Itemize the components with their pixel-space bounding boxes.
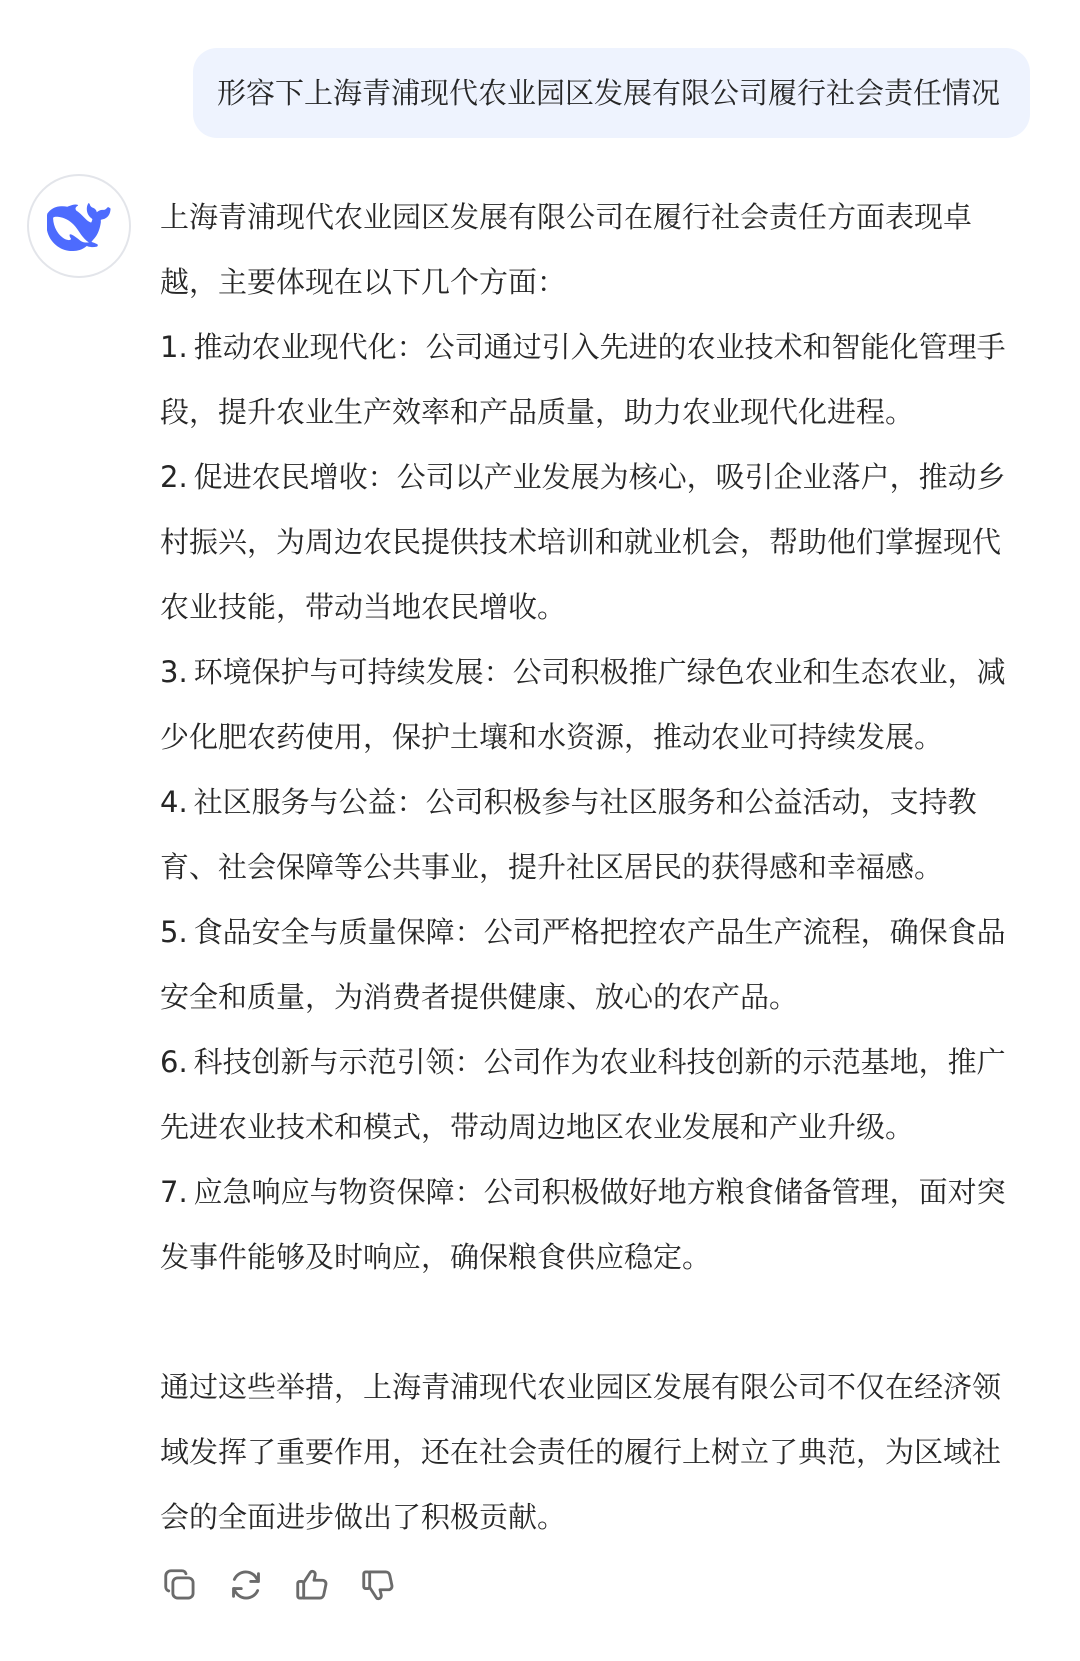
whale-logo-icon bbox=[47, 201, 111, 251]
list-item bbox=[160, 900, 1010, 1030]
list-item-number: 2. bbox=[160, 460, 188, 494]
copy-button[interactable] bbox=[160, 1565, 200, 1605]
message-actions bbox=[160, 1565, 398, 1605]
list-item-text: 推动农业现代化：公司通过引入先进的农业技术和智能化管理手段，提升农业生产效率和产品质量，助力农业现代化进程。 bbox=[160, 330, 1006, 429]
list-item-text: 社区服务与公益：公司积极参与社区服务和公益活动，支持教育、社会保障等公共事业，提升社区居民的获得感和幸福感。 bbox=[160, 785, 977, 884]
answer-conclusion: 通过这些举措，上海青浦现代农业园区发展有限公司不仅在经济领域发挥了重要作用，还在社会责任的履行上树立了典范，为区域社会的全面进步做出了积极贡献。 bbox=[160, 1370, 1002, 1534]
paragraph-spacer bbox=[160, 1290, 1010, 1355]
user-message-bubble: 形容下上海青浦现代农业园区发展有限公司履行社会责任情况 bbox=[193, 48, 1030, 138]
answer-intro: 上海青浦现代农业园区发展有限公司在履行社会责任方面表现卓越，主要体现在以下几个方面： bbox=[160, 200, 973, 299]
list-item-number: 1. bbox=[160, 330, 188, 364]
thumbs-up-icon bbox=[293, 1566, 331, 1604]
list-item-number: 6. bbox=[160, 1045, 188, 1079]
list-item bbox=[160, 770, 1010, 900]
list-item-number: 5. bbox=[160, 915, 188, 949]
list-item-text: 食品安全与质量保障：公司严格把控农产品生产流程，确保食品安全和质量，为消费者提供健康、放心的农产品。 bbox=[160, 915, 1006, 1014]
thumbs-down-button[interactable] bbox=[358, 1565, 398, 1605]
list-item-text: 环境保护与可持续发展：公司积极推广绿色农业和生态农业，减少化肥农药使用，保护土壤和水资源，推动农业可持续发展。 bbox=[160, 655, 1006, 754]
list-item bbox=[160, 1160, 1010, 1290]
list-item-text: 促进农民增收：公司以产业发展为核心，吸引企业落户，推动乡村振兴，为周边农民提供技术培训和就业机会，帮助他们掌握现代农业技能，带动当地农民增收。 bbox=[160, 460, 1006, 624]
regenerate-button[interactable] bbox=[226, 1565, 266, 1605]
list-item bbox=[160, 445, 1010, 640]
assistant-answer bbox=[160, 185, 1010, 1550]
copy-icon bbox=[161, 1566, 199, 1604]
list-item bbox=[160, 1030, 1010, 1160]
list-item bbox=[160, 315, 1010, 445]
thumbs-down-icon bbox=[359, 1566, 397, 1604]
list-item bbox=[160, 640, 1010, 770]
thumbs-up-button[interactable] bbox=[292, 1565, 332, 1605]
list-item-number: 7. bbox=[160, 1175, 188, 1209]
user-message-row bbox=[168, 48, 1030, 138]
list-item-number: 4. bbox=[160, 785, 188, 819]
list-item-text: 应急响应与物资保障：公司积极做好地方粮食储备管理，面对突发事件能够及时响应，确保粮食供应稳定。 bbox=[160, 1175, 1006, 1274]
regenerate-icon bbox=[227, 1566, 265, 1604]
list-item-number: 3. bbox=[160, 655, 188, 689]
list-item-text: 科技创新与示范引领：公司作为农业科技创新的示范基地，推广先进农业技术和模式，带动周边地区农业发展和产业升级。 bbox=[160, 1045, 1006, 1144]
assistant-avatar bbox=[27, 174, 131, 278]
